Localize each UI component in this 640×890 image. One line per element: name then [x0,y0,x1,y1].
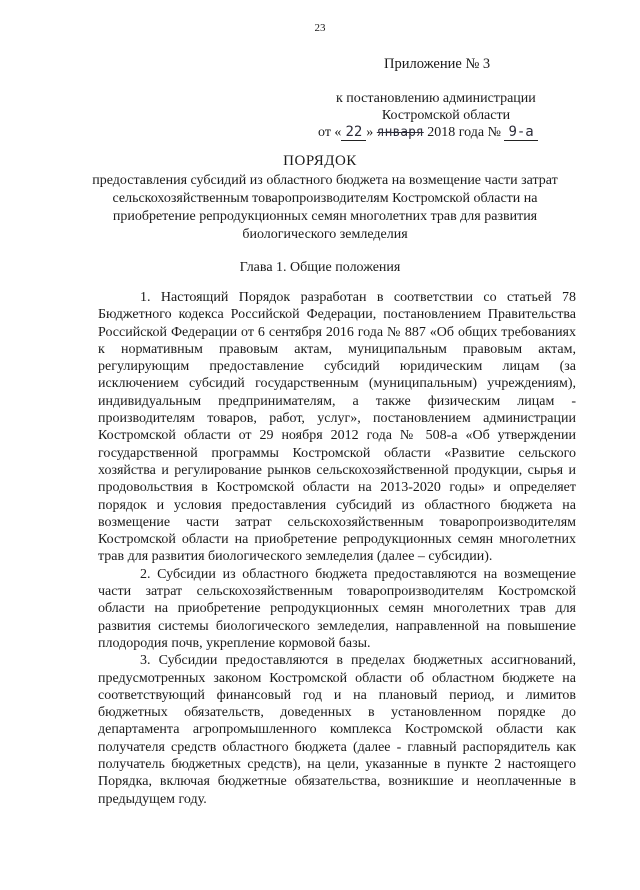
decree-date-line [318,124,538,141]
paragraph-1: 1. Настоящий Порядок разработан в соответствии со статьей 78 Бюджетного кодекса Российской Федерации, постановлением Правительства Российской Федерации от 6 сентября 2016 года № 887 «Об общих требованиях к нормативным правовым актам, муниципальным правовым актам, регулирующим предоставление субсидий юридическим лицам (за исключением субсидий государственным (муниципальным) учреждениям), индивидуальным предпринимателям, а также физическим лицам - производителям товаров, работ, услуг», постановлением администрации Костромской области от 29 ноября 2012 года № 508-а «Об утверждении государственной программы Костромской области «Развитие сельского хозяйства и регулирование рынков сельскохозяйственной продукции, сырья и продовольствия в Костромской области на 2013-2020 годы» и определяет порядок и условия предоставления субсидий из областного бюджета на возмещение части затрат сельскохозяйственным товаропроизводителям Костромской области на приобретение репродукционных семян многолетних трав для развития биологического земледелия (далее – субсидии). [98,290,576,565]
decree-reference [336,90,556,124]
handwritten-day: 22 [341,124,366,141]
paragraph-2: 2. Субсидии из областного бюджета предоставляются на возмещение части затрат сельскохозяйственным товаропроизводителям Костромской области на приобретение репродукционных семян многолетних трав для развития системы биологического земледелия, направленной на повышение плодородия почв, укрепление кормовой базы. [98,566,576,651]
decree-reference-line-1: к постановлению администрации [336,91,536,106]
chapter-heading: Глава 1. Общие положения [239,260,401,275]
date-mid: » [366,125,374,140]
handwritten-month: января [376,125,424,140]
document-title: ПОРЯДОК [283,153,357,169]
document-subtitle: предоставления субсидий из областного бюджета на возмещение части затрат сельскохозяйственным товаропроизводителям Костромской области на приобретение репродукционных семян многолетних трав для развития биологического земледелия [92,173,558,242]
appendix-label: Приложение № 3 [384,56,491,72]
page-number: 23 [314,22,326,34]
date-prefix: от « [318,125,342,140]
paragraph-3: 3. Субсидии предоставляются в пределах бюджетных ассигнований, предусмотренных законом Костромской области об областном бюджете на соответствующий финансовый год и на плановый период, и лимитов бюджетных обязательств, доведенных в установленном порядке до департамента агропромышленного комплекса Костромской области как получателя средств областного бюджета (далее - главный распорядитель как получатель бюджетных средств), на цели, указанные в пункте 2 настоящего Порядка, включая бюджетные обязательства, возникшие и неоплаченные в предыдущем году. [98,653,576,807]
document-body [98,289,576,808]
handwritten-number: 9-а [504,124,537,141]
decree-reference-line-2: Костромской области [381,108,511,123]
date-year: 2018 года № [427,125,501,140]
